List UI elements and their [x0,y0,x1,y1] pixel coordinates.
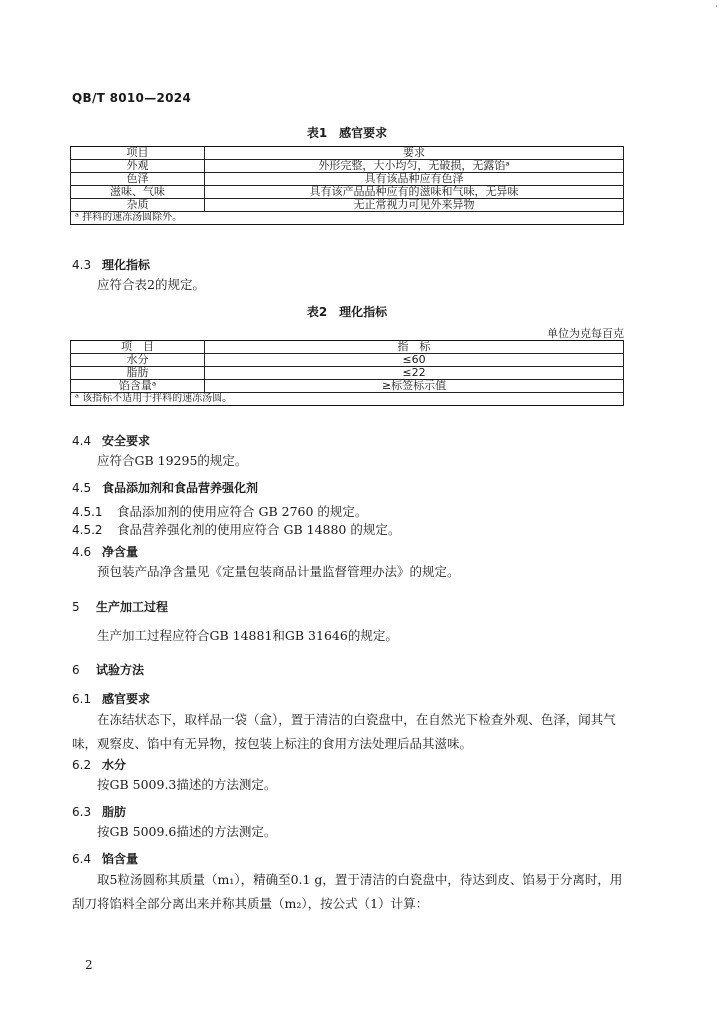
corner-mark: · [715,2,718,12]
section-4-3-text: 应符合表2的规定。 [97,277,205,292]
section-6-1-heading [72,690,150,707]
section-number: 6.2 [72,758,92,772]
section-title: 馅含量 [102,852,139,866]
section-6-4-text: 取5粒汤圆称其质量（m₁），精确至0.1 g，置于清洁的白瓷盘中，待达到皮、馅易于分离时，用刮刀将馅料全部分离出来并称其质量（m₂），按公式（1）计算： [72,872,623,911]
table-row [71,186,624,199]
table-cell: 外观 [71,160,205,173]
section-4-6-text: 预包装产品净含量见《定量包装商品计量监督管理办法》的规定。 [97,564,460,579]
table-cell: 滋味、气味 [71,186,205,199]
section-4-6-heading [72,543,138,560]
section-title: 净含量 [102,545,139,559]
table1-caption: 表1 感官要求 [306,126,388,140]
section-6-4-heading [72,850,138,867]
section-4-5-heading [72,479,258,496]
table-row [71,367,624,380]
section-6-2-text: 按GB 5009.3描述的方法测定。 [97,777,277,792]
table2-footnote: ᵃ 该指标不适用于拌料的速冻汤圆。 [71,393,624,406]
table-footnote-row [71,212,624,225]
table2-caption: 表2 理化指标 [306,305,388,319]
table1-sensory [70,146,624,225]
section-title: 感官要求 [102,692,151,706]
table-row [71,380,624,393]
section-title: 安全要求 [102,434,151,448]
table-cell: 脂肪 [71,367,205,380]
section-title: 试验方法 [96,663,145,677]
section-4-3-heading [72,256,150,273]
table-header-row [71,341,624,354]
section-number: 4.6 [72,545,92,559]
section-number: 4.3 [72,258,92,272]
table2-unit: 单位为克每百克 [547,327,624,340]
table-header-cell: 要求 [205,147,624,160]
section-title: 食品添加剂和食品营养强化剂 [102,481,259,495]
table-header-cell: 指 标 [205,341,624,354]
section-number: 6.4 [72,852,92,866]
table-header-row [71,147,624,160]
table-cell: ≤60 [205,354,624,367]
table1-footnote: ᵃ 拌料的速冻汤圆除外。 [71,212,624,225]
subsection-number: 4.5.2 [72,523,103,537]
table-row [71,173,624,186]
table-row [71,354,624,367]
section-6-2-heading [72,756,126,773]
section-4-4-heading [72,432,150,449]
table-cell: 具有该产品品种应有的滋味和气味，无异味 [205,186,624,199]
section-4-4-text: 应符合GB 19295的规定。 [97,453,248,468]
table-cell: 具有该品种应有色泽 [205,173,624,186]
section-number: 4.4 [72,434,92,448]
page-number: 2 [85,958,93,972]
table-cell: ≤22 [205,367,624,380]
section-title: 理化指标 [102,258,151,272]
table-footnote-row [71,393,624,406]
section-4-5-1 [72,502,367,520]
section-number: 5 [72,600,80,614]
standard-code: QB/T 8010—2024 [72,91,192,105]
section-5-heading [72,598,168,615]
table-cell: 外形完整，大小均匀，无破损，无露馅ᵃ [205,160,624,173]
section-6-heading [72,661,144,678]
section-title: 脂肪 [102,805,127,819]
section-number: 6 [72,663,80,677]
table-header-cell: 项目 [71,147,205,160]
table-cell: 馅含量ᵃ [71,380,205,393]
section-6-1-text: 在冻结状态下，取样品一袋（盒），置于清洁的白瓷盘中，在自然光下检查外观、色泽，闻其气味，观察皮、馅中有无异物，按包装上标注的食用方法处理后品其滋味。 [72,712,616,751]
section-title: 生产加工过程 [96,600,169,614]
section-4-5-2 [72,520,400,538]
table-row [71,199,624,212]
section-title: 水分 [102,758,127,772]
table-cell: ≥标签标示值 [205,380,624,393]
section-number: 6.1 [72,692,92,706]
subsection-number: 4.5.1 [72,505,103,519]
section-6-3-heading [72,803,126,820]
table-cell: 水分 [71,354,205,367]
table-cell: 色泽 [71,173,205,186]
section-6-3-text: 按GB 5009.6描述的方法测定。 [97,824,277,839]
section-number: 4.5 [72,481,92,495]
subsection-text: 食品添加剂的使用应符合 GB 2760 的规定。 [117,504,368,519]
table-row [71,160,624,173]
section-5-text: 生产加工过程应符合GB 14881和GB 31646的规定。 [97,628,398,643]
subsection-text: 食品营养强化剂的使用应符合 GB 14880 的规定。 [117,522,401,537]
section-number: 6.3 [72,805,92,819]
table2-physicochemical [70,340,624,406]
table-cell: 无正常视力可见外来异物 [205,199,624,212]
table-header-cell: 项 目 [71,341,205,354]
table-cell: 杂质 [71,199,205,212]
